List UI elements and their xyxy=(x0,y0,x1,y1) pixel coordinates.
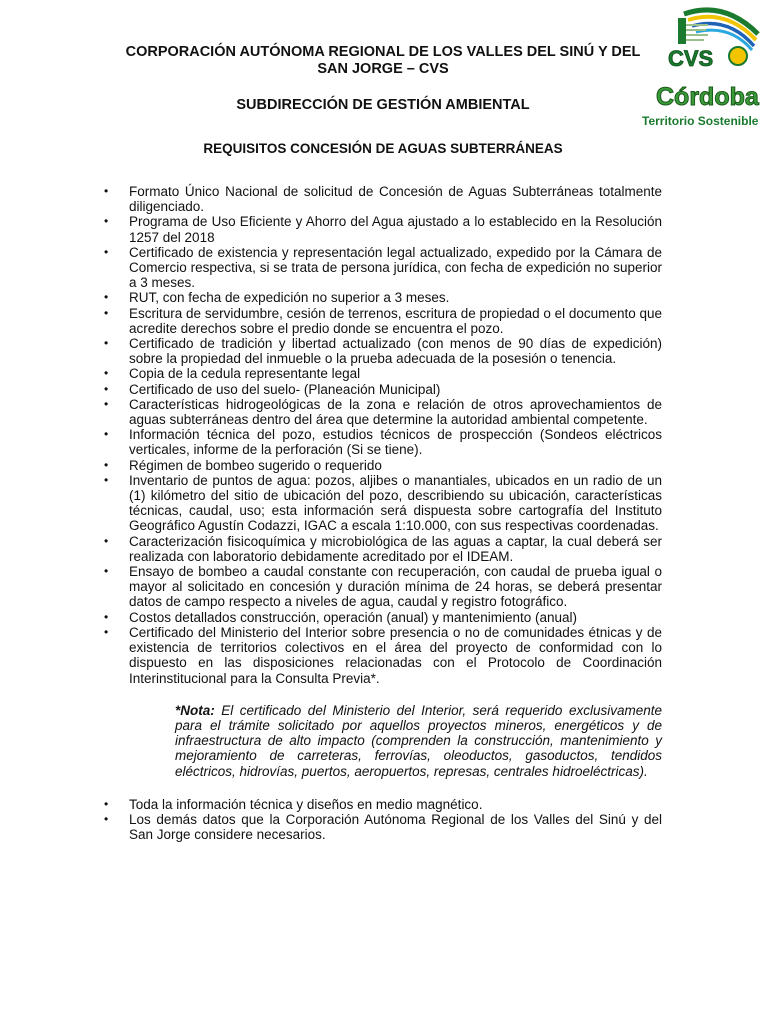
bullet-icon: • xyxy=(104,336,109,351)
list-item-text: Certificado del Ministerio del Interior sobre presencia o no de comunidades étnicas y de existencia de territorios colectivos en el área del proyecto de conformidad con lo dispuesto en las disposiciones relacionadas con el Protocolo de Coordinación Interinstitucional para la Consulta Previa*. xyxy=(129,624,662,686)
note-text: El certificado del Ministerio del Interior, será requerido exclusivamente para el trámite solicitado por aquellos proyectos mineros, energéticos y de infraestructura de alto impacto (comprenden la construcción, mantenimiento y mejoramiento de carreteras, ferrovías, oleoductos, gasoductos, tendidos eléctricos, hidrovías, puertos, aeropuertos, represas, centrales hidroeléctricas). xyxy=(175,702,662,779)
bullet-icon: • xyxy=(104,564,109,579)
document-header xyxy=(100,44,666,157)
bullet-icon: • xyxy=(104,472,109,487)
list-item xyxy=(104,184,662,214)
list-item-text: Régimen de bombeo sugerido o requerido xyxy=(129,457,382,473)
list-item-text: Toda la información técnica y diseños en medio magnético. xyxy=(129,796,483,812)
list-item-text: Información técnica del pozo, estudios técnicos de prospección (Sondeos eléctricos verticales, informe de la perforación (Si se tiene). xyxy=(129,427,662,458)
logo-region: Córdoba xyxy=(656,83,759,111)
list-item xyxy=(104,427,662,457)
list-item-text: Formato Único Nacional de solicitud de Concesión de Aguas Subterráneas totalmente diligenciado. xyxy=(129,184,662,215)
list-item xyxy=(104,797,662,812)
bullet-icon: • xyxy=(104,244,109,259)
list-item xyxy=(104,382,662,397)
list-item-text: Certificado de tradición y libertad actualizado (con menos de 90 días de expedición) sobre la propiedad del inmueble o la prueba adecuada de la posesión o tenencia. xyxy=(129,336,662,367)
list-item-text: Costos detallados construcción, operación (anual) y mantenimiento (anual) xyxy=(129,609,577,625)
bullet-icon: • xyxy=(104,624,109,639)
list-item xyxy=(104,564,662,610)
list-item-text: Ensayo de bombeo a caudal constante con recuperación, con caudal de prueba igual o mayor al solicitado en concesión y duración mínima de 24 horas, se deberá presentar datos de campo respecto a niveles de agua, caudal y registro fotográfico. xyxy=(129,564,662,610)
bullet-icon: • xyxy=(104,381,109,396)
requirements-title: REQUISITOS CONCESIÓN DE AGUAS SUBTERRÁNEAS xyxy=(203,141,563,156)
requirements-content xyxy=(104,184,662,842)
bullet-icon: • xyxy=(104,457,109,472)
list-item xyxy=(104,336,662,366)
bullet-icon: • xyxy=(104,427,109,442)
list-item-text: Escritura de servidumbre, cesión de terrenos, escritura de propiedad o el documento que acredite derechos sobre el predio donde se encuentra el pozo. xyxy=(129,305,662,336)
subdirection-title: SUBDIRECCIÓN DE GESTIÓN AMBIENTAL xyxy=(236,97,530,113)
list-item-text: Los demás datos que la Corporación Autónoma Regional de los Valles del Sinú y del San Jorge considere necesarios. xyxy=(129,811,662,843)
note-label: *Nota: xyxy=(175,702,215,718)
list-item-text: Copia de la cedula representante legal xyxy=(129,366,361,382)
list-item xyxy=(104,473,662,534)
list-item xyxy=(104,458,662,473)
bullet-icon: • xyxy=(104,214,109,229)
organization-title-line1: CORPORACIÓN AUTÓNOMA REGIONAL DE LOS VALLES DEL SINÚ Y DEL xyxy=(125,44,641,60)
list-item xyxy=(104,306,662,336)
list-item xyxy=(104,812,662,842)
list-item xyxy=(104,366,662,381)
bullet-icon: • xyxy=(104,184,109,198)
organization-title-line2: SAN JORGE – CVS xyxy=(317,61,449,77)
logo-slogan: Territorio Sostenible xyxy=(642,114,759,128)
list-item xyxy=(104,534,662,564)
bullet-icon: • xyxy=(104,366,109,381)
list-item-text: Certificado de existencia y representación legal actualizado, expedido por la Cámara de Comercio respectiva, si se trata de persona jurídica, con fecha de expedición no superior a 3 meses. xyxy=(129,244,662,291)
list-item-text: Características hidrogeológicas de la zona e relación de otros aprovechamientos de aguas subterráneas dentro del área que determine la autoridad ambiental competente. xyxy=(129,396,662,428)
bullet-icon: • xyxy=(104,290,109,305)
note-paragraph xyxy=(175,703,662,779)
list-item xyxy=(104,245,662,291)
bullet-icon: • xyxy=(104,796,109,811)
bullet-icon: • xyxy=(104,811,109,826)
list-item xyxy=(104,214,662,244)
bullet-icon: • xyxy=(104,396,109,411)
list-item xyxy=(104,610,662,625)
list-item-text: Certificado de uso del suelo- (Planeación Municipal) xyxy=(129,381,441,397)
cvs-cordoba-logo xyxy=(640,4,764,132)
list-item-text: Programa de Uso Eficiente y Ahorro del Agua ajustado a lo establecido en la Resolución 1257 del 2018 xyxy=(129,214,662,245)
requirements-list xyxy=(104,184,662,686)
list-item-text: Caracterización fisicoquímica y microbiológica de las aguas a captar, la cual deberá ser realizada con laboratorio debidamente acreditado por el IDEAM. xyxy=(129,533,662,564)
list-item xyxy=(104,625,662,686)
bullet-icon: • xyxy=(104,533,109,548)
list-item-text: RUT, con fecha de expedición no superior a 3 meses. xyxy=(129,290,450,306)
logo-acronym: CVS xyxy=(668,46,714,71)
bullet-icon: • xyxy=(104,305,109,320)
bullet-icon: • xyxy=(104,609,109,624)
list-item-text: Inventario de puntos de agua: pozos, aljibes o manantiales, ubicados en un radio de un (1) kilómetro del sitio de ubicación del pozo, describiendo su ubicación, características técnicas, caudal, uso; esta información será dispuesta sobre cartografía del Instituto Geográfico Agustín Codazzi, IGAC a escala 1:10.000, con sus respectivas coordenadas. xyxy=(129,472,662,534)
requirements-list-after-note xyxy=(104,797,662,843)
organization-title xyxy=(100,44,666,78)
list-item xyxy=(104,290,662,305)
list-item xyxy=(104,397,662,427)
